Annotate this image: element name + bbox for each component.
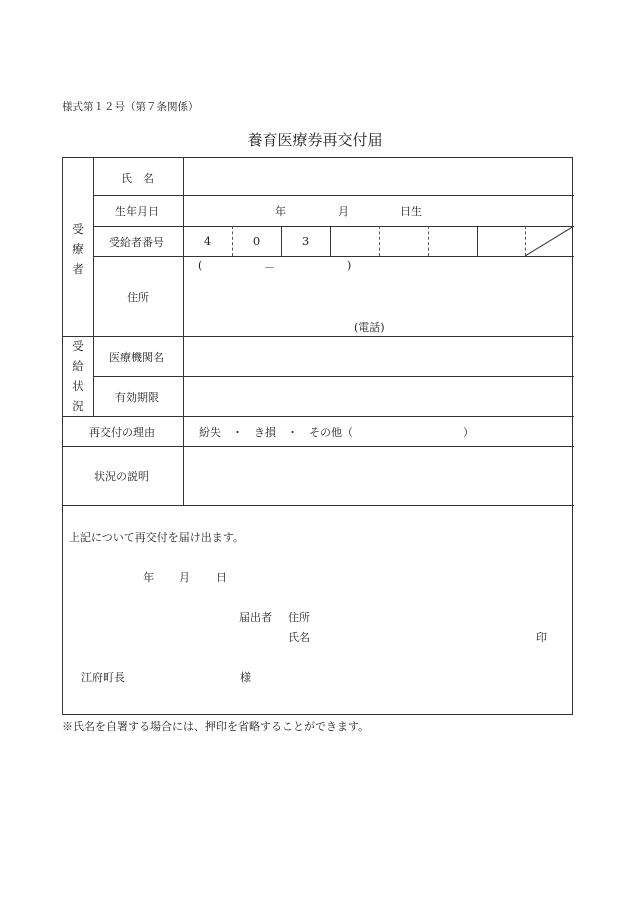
reissue-reason-label: 再交付の理由 [89, 426, 155, 439]
application-form-table [62, 157, 573, 715]
reissue-reason-options[interactable]: 紛失 ・ き損 ・ その他（ ） [199, 426, 474, 439]
declaration-date-year: 年 [143, 571, 154, 584]
seal-mark: 印 [536, 631, 547, 644]
name-field[interactable] [184, 159, 573, 195]
footnote: ※氏名を自署する場合には、押印を省略することができます。 [62, 720, 370, 733]
medical-institution-label: 医療機関名 [109, 351, 164, 364]
birthdate-label: 生年月日 [115, 205, 159, 218]
section-label-divider [93, 158, 94, 416]
birth-year-unit: 年 [275, 205, 286, 218]
validity-period-label: 有効期限 [115, 391, 159, 404]
label-column-divider [183, 158, 184, 505]
recipient-number-label: 受給者番号 [109, 236, 164, 249]
row-divider [93, 226, 574, 227]
form-number: 様式第１２号（第７条関係） [62, 101, 199, 113]
benefit-status-section-label: 受 給 状 況 [72, 339, 84, 413]
form-title: 養育医療券再交付届 [247, 131, 383, 149]
applicant-name-label: 氏名 [288, 631, 310, 644]
applicant-label: 届出者 [239, 611, 272, 624]
declaration-statement: 上記について再交付を届け出ます。 [69, 531, 244, 544]
recipient-section-label: 受 療 者 [72, 222, 84, 276]
recipient-number-digit: 3 [301, 234, 310, 248]
digit-cell-divider [428, 226, 429, 256]
name-label: 氏 名 [121, 172, 154, 185]
addressee: 江府町長 [81, 671, 125, 684]
digit-cell-divider [379, 226, 380, 256]
row-divider [93, 376, 574, 377]
row-divider [93, 256, 574, 257]
postal-code-dash: － [264, 261, 275, 274]
situation-explanation-label: 状況の説明 [94, 470, 149, 483]
honorific: 様 [240, 671, 251, 684]
postal-code-open: ( [198, 259, 203, 272]
diagonal-slash-cell [525, 226, 574, 256]
digit-cell-divider [477, 226, 478, 256]
declaration-date-month: 月 [179, 571, 190, 584]
phone-label: (電話) [354, 321, 385, 334]
declaration-date-day: 日 [216, 571, 227, 584]
address-label: 住所 [127, 291, 149, 304]
postal-code-close: ) [347, 259, 352, 272]
digit-cell-divider [330, 226, 331, 256]
birth-day-unit: 日生 [400, 205, 422, 218]
recipient-number-digit: 4 [203, 234, 212, 248]
row-divider [93, 195, 574, 196]
row-divider [63, 446, 574, 447]
section-divider [63, 336, 574, 337]
recipient-number-digit: 0 [252, 234, 261, 248]
section-divider [63, 416, 574, 417]
birth-month-unit: 月 [338, 205, 349, 218]
section-divider [63, 505, 574, 506]
applicant-address-label: 住所 [288, 611, 310, 624]
